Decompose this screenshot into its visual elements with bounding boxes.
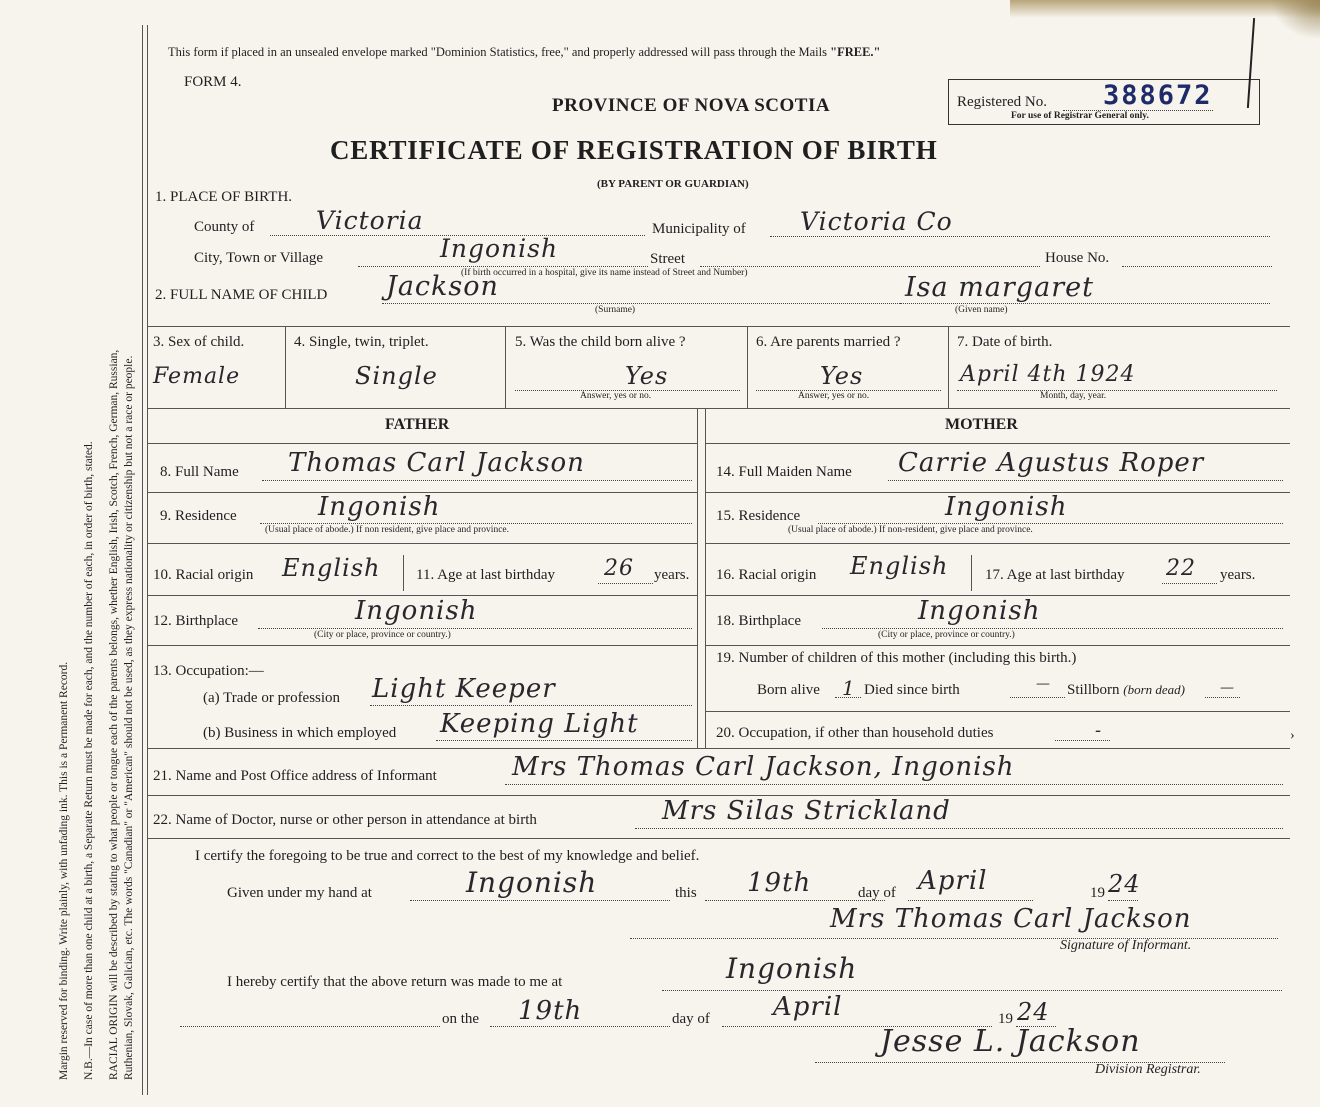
business-value: Keeping Light: [440, 709, 639, 739]
born-alive-value: Yes: [625, 362, 669, 390]
mother-heading: MOTHER: [945, 416, 1018, 433]
mother-name-value: Carrie Agustus Roper: [898, 448, 1205, 478]
col-rule: [948, 326, 949, 408]
county-value: Victoria: [316, 206, 424, 235]
city-dots: [358, 266, 648, 267]
informant-signature-label: Signature of Informant.: [1060, 938, 1192, 953]
dob-value: April 4th 1924: [960, 362, 1136, 387]
registrar-day-of-label: day of: [672, 1011, 710, 1027]
registrar-signature-label: Division Registrar.: [1095, 1062, 1201, 1077]
stillborn-text: Stillborn: [1067, 682, 1120, 698]
province-heading: PROVINCE OF NOVA SCOTIA: [552, 95, 831, 116]
registered-label: Registered No.: [957, 94, 1047, 110]
trade-dots: [370, 705, 692, 706]
business-label: (b) Business in which employed: [203, 725, 397, 741]
margin-note-racial-origin: RACIAL ORIGIN will be described by stating to what people or tongue each of the parents belongs, whether English, Irish, Scotch, French, German, Russian,: [108, 349, 120, 1080]
married-note: Answer, yes or no.: [798, 391, 870, 401]
father-birthplace-note: (City or place, province or country.): [314, 630, 451, 640]
stillborn-dots: [1205, 697, 1240, 698]
row-rule: [148, 326, 1290, 327]
mother-age-dots: [1162, 583, 1217, 584]
mother-age-label: 17. Age at last birthday: [985, 567, 1125, 583]
father-name-dots: [262, 480, 692, 481]
city-value: Ingonish: [440, 234, 559, 263]
col-rule: [403, 555, 404, 591]
child-surname-dots: [382, 303, 902, 304]
informant-value: Mrs Thomas Carl Jackson, Ingonish: [512, 752, 1015, 782]
surname-note: (Surname): [595, 305, 636, 315]
trade-label: (a) Trade or profession: [203, 690, 341, 706]
father-residence-value: Ingonish: [318, 492, 441, 522]
registrar-year-prefix: 19: [998, 1011, 1013, 1027]
father-residence-note: (Usual place of abode.) If non resident, give place and province.: [265, 525, 509, 535]
stray-mark: ›: [1290, 728, 1295, 743]
mother-race-label: 16. Racial origin: [716, 567, 817, 583]
given-month-dots: [908, 900, 1033, 901]
registrar-place-dots: [662, 990, 1282, 991]
given-under-hand-label: Given under my hand at: [227, 885, 372, 901]
father-birthplace-label: 12. Birthplace: [153, 613, 238, 629]
row-rule: [148, 838, 1290, 839]
this-label: this: [675, 885, 697, 901]
given-place-value: Ingonish: [466, 866, 598, 899]
mail-notice: [168, 45, 880, 60]
col-rule: [971, 555, 972, 591]
given-name-note: (Given name): [955, 305, 1008, 315]
mother-race-value: English: [850, 552, 949, 580]
plurality-label: 4. Single, twin, triplet.: [294, 334, 429, 350]
mother-residence-value: Ingonish: [945, 492, 1068, 522]
plurality-value: Single: [355, 362, 438, 390]
doctor-value: Mrs Silas Strickland: [662, 796, 951, 826]
municipality-label: Municipality of: [652, 221, 746, 237]
registrar-signature: Jesse L. Jackson: [880, 1024, 1141, 1059]
place-of-birth-heading: 1. PLACE OF BIRTH.: [155, 189, 293, 205]
given-day-value: 19th: [747, 868, 812, 898]
street-dots: [700, 266, 1040, 267]
father-years-label: years.: [654, 567, 690, 583]
stillborn-value: —: [1220, 680, 1235, 696]
registrar-on-dots: [180, 1026, 440, 1027]
sex-value: Female: [153, 364, 241, 389]
registrar-place-value: Ingonish: [726, 952, 858, 985]
doctor-dots: [635, 828, 1283, 829]
row-rule: [705, 543, 1290, 544]
married-label: 6. Are parents married ?: [756, 334, 901, 350]
father-name-label: 8. Full Name: [160, 464, 239, 480]
mother-birthplace-note: (City or place, province or country.): [878, 630, 1015, 640]
given-day-of-label: day of: [858, 885, 896, 901]
col-rule: [285, 326, 286, 408]
row-rule: [705, 443, 1290, 444]
dob-label: 7. Date of birth.: [957, 334, 1053, 350]
county-label: County of: [194, 219, 255, 235]
row-rule: [148, 748, 1290, 749]
mother-occupation-label: 20. Occupation, if other than household duties: [716, 725, 994, 741]
page-subtitle: (BY PARENT OR GUARDIAN): [597, 178, 749, 190]
father-birthplace-value: Ingonish: [355, 596, 478, 626]
registrar-month-value: April: [773, 992, 843, 1022]
row-rule: [705, 711, 1290, 712]
row-rule: [148, 543, 697, 544]
mother-birthplace-dots: [822, 628, 1283, 629]
street-label: Street: [650, 251, 685, 267]
child-surname-value: Jackson: [386, 271, 499, 302]
margin-note-nationality: Ruthenian, Slovak, Galician, etc. The words "Canadian" or "American" should not be used, as they express nationality or citizenship but not a race or people.: [123, 355, 135, 1080]
born-alive-label: 5. Was the child born alive ?: [515, 334, 686, 350]
trade-value: Light Keeper: [372, 674, 556, 704]
mother-residence-label: 15. Residence: [716, 508, 801, 524]
mother-residence-dots: [818, 523, 1283, 524]
registrar-day-value: 19th: [518, 996, 583, 1026]
occupation-label: 13. Occupation:—: [153, 663, 264, 679]
father-age-value: 26: [604, 556, 634, 581]
registered-number: 388672: [1103, 80, 1213, 111]
born-alive-note: Answer, yes or no.: [580, 391, 652, 401]
dob-note: Month, day, year.: [1040, 391, 1107, 401]
row-rule: [148, 408, 1290, 409]
child-given-value: Isa margaret: [905, 272, 1094, 303]
margin-note-binding: Margin reserved for binding. Write plainly, with unfading ink. This is a Permanent Record.: [58, 661, 70, 1080]
given-year-prefix: 19: [1090, 885, 1105, 901]
father-residence-label: 9. Residence: [160, 508, 237, 524]
margin-note-multiple-births: N.B.—In case of more than one child at a birth, a Separate Return must be made for each, and the number of each, in order of birth, stated.: [83, 441, 95, 1080]
father-birthplace-dots: [258, 628, 692, 629]
mother-birthplace-value: Ingonish: [918, 596, 1041, 626]
born-alive-count-value: 1: [842, 676, 856, 700]
municipality-dots: [770, 236, 1270, 237]
registrar-day-dots: [490, 1026, 670, 1027]
mail-notice-free: "FREE.": [830, 45, 881, 59]
child-given-dots: [900, 303, 1270, 304]
dob-dots: [957, 390, 1277, 391]
father-age-label: 11. Age at last birthday: [416, 567, 555, 583]
given-year-dots: [1108, 900, 1138, 901]
given-place-dots: [410, 900, 670, 901]
mother-name-label: 14. Full Maiden Name: [716, 464, 852, 480]
mother-occupation-value: -: [1095, 720, 1103, 741]
registered-number-box: [948, 79, 1260, 125]
margin-rule: [142, 25, 143, 1095]
died-dots: [1010, 697, 1065, 698]
business-dots: [436, 740, 692, 741]
father-name-value: Thomas Carl Jackson: [288, 448, 585, 478]
margin-rule-inner: [147, 25, 148, 1095]
registrar-statement: I hereby certify that the above return was made to me at: [227, 974, 563, 990]
born-alive-count-label: Born alive: [757, 682, 820, 698]
given-year-value: 24: [1108, 870, 1141, 898]
child-name-label: 2. FULL NAME OF CHILD: [155, 287, 328, 303]
registrar-on-label: on the: [442, 1011, 480, 1027]
hospital-note: (If birth occurred in a hospital, give its name instead of Street and Number): [461, 268, 748, 278]
mother-years-label: years.: [1220, 567, 1256, 583]
row-rule: [148, 443, 697, 444]
died-label: Died since birth: [864, 682, 960, 698]
house-no-label: House No.: [1045, 250, 1110, 266]
children-count-label: 19. Number of children of this mother (including this birth.): [716, 650, 1077, 666]
municipality-value: Victoria Co: [800, 207, 953, 236]
registrar-note: For use of Registrar General only.: [1011, 111, 1149, 121]
mother-residence-note: (Usual place of abode.) If non-resident, give place and province.: [788, 525, 1033, 535]
father-age-dots: [598, 583, 653, 584]
house-no-dots: [1122, 266, 1272, 267]
paper-stain: [1270, 0, 1320, 40]
given-month-value: April: [918, 866, 988, 896]
center-rule: [697, 408, 698, 748]
row-rule: [148, 645, 697, 646]
doctor-label: 22. Name of Doctor, nurse or other person in attendance at birth: [153, 812, 537, 828]
stillborn-label: [1067, 682, 1185, 699]
sex-label: 3. Sex of child.: [153, 334, 245, 350]
mail-notice-text: This form if placed in an unsealed envelope marked "Dominion Statistics, free," and properly addressed will pass through the Mails: [168, 45, 831, 59]
city-label: City, Town or Village: [194, 250, 324, 266]
died-value: —: [1036, 676, 1051, 692]
father-race-label: 10. Racial origin: [153, 567, 254, 583]
informant-signature: Mrs Thomas Carl Jackson: [830, 904, 1192, 934]
form-number: FORM 4.: [184, 74, 242, 90]
col-rule: [505, 326, 506, 408]
registrar-year-value: 24: [1017, 998, 1050, 1026]
center-rule: [705, 408, 706, 748]
row-rule: [705, 645, 1290, 646]
mother-name-dots: [888, 480, 1283, 481]
informant-label: 21. Name and Post Office address of Informant: [153, 768, 437, 784]
father-heading: FATHER: [385, 416, 450, 433]
mother-birthplace-label: 18. Birthplace: [716, 613, 801, 629]
married-value: Yes: [820, 362, 864, 390]
father-residence-dots: [260, 523, 692, 524]
father-race-value: English: [282, 554, 381, 582]
mother-age-value: 22: [1166, 556, 1196, 581]
col-rule: [747, 326, 748, 408]
page-title: CERTIFICATE OF REGISTRATION OF BIRTH: [330, 135, 938, 165]
certify-statement: I certify the foregoing to be true and correct to the best of my knowledge and belief.: [195, 848, 700, 864]
informant-dots: [505, 784, 1283, 785]
stillborn-note: (born dead): [1123, 682, 1186, 697]
